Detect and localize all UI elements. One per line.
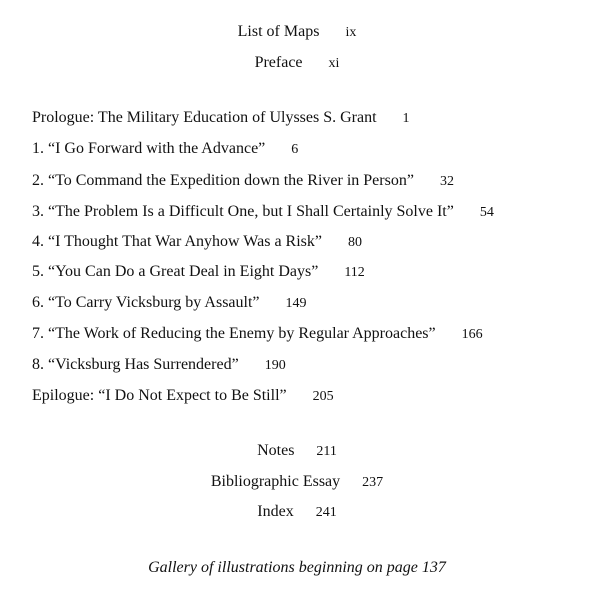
toc-entry-title: 4. “I Thought That War Anyhow Was a Risk” bbox=[32, 233, 322, 250]
toc-entry-page: 1 bbox=[402, 111, 410, 126]
toc-entry-chapter-5 bbox=[32, 262, 365, 283]
toc-entry-title: 7. “The Work of Reducing the Enemy by Regular Approaches” bbox=[32, 325, 436, 342]
toc-entry-chapter-1 bbox=[32, 139, 298, 160]
toc-back-bibliographic-essay bbox=[0, 472, 594, 493]
toc-front-title: Preface bbox=[254, 54, 303, 71]
toc-entry-chapter-6 bbox=[32, 293, 307, 314]
toc-back-title: Index bbox=[257, 503, 294, 520]
toc-entry-page: 80 bbox=[347, 235, 362, 250]
toc-back-title: Bibliographic Essay bbox=[210, 473, 341, 490]
toc-front-page: ix bbox=[345, 25, 357, 40]
toc-entry-page: 32 bbox=[439, 174, 454, 189]
toc-entry-page: 112 bbox=[344, 265, 365, 280]
toc-back-page: 237 bbox=[362, 475, 384, 490]
toc-entry-page: 54 bbox=[479, 205, 494, 220]
toc-entry-title: 8. “Vicksburg Has Surrendered” bbox=[32, 356, 239, 373]
toc-entry-title: 3. “The Problem Is a Difficult One, but I Shall Certainly Solve It” bbox=[32, 203, 454, 220]
toc-back-title: Notes bbox=[257, 442, 295, 459]
toc-entry-title: 5. “You Can Do a Great Deal in Eight Days” bbox=[32, 263, 319, 280]
toc-entry-title: 2. “To Command the Expedition down the River in Person” bbox=[32, 172, 414, 189]
toc-entry-epilogue bbox=[32, 386, 334, 407]
toc-entry-title: Prologue: The Military Education of Ulysses S. Grant bbox=[32, 109, 377, 126]
gallery-note: Gallery of illustrations beginning on page 137 bbox=[148, 559, 446, 576]
toc-front-list-of-maps bbox=[0, 22, 594, 43]
toc-entry-page: 205 bbox=[312, 389, 334, 404]
toc-entry-page: 149 bbox=[285, 296, 307, 311]
toc-entry-title: 1. “I Go Forward with the Advance” bbox=[32, 140, 266, 157]
toc-entry-chapter-7 bbox=[32, 324, 483, 345]
toc-back-index bbox=[0, 502, 594, 523]
toc-entry-page: 190 bbox=[264, 358, 286, 373]
toc-entry-page: 166 bbox=[461, 327, 483, 342]
toc-entry-chapter-3 bbox=[32, 202, 494, 223]
toc-back-notes bbox=[0, 441, 594, 462]
toc-back-page: 211 bbox=[316, 444, 337, 459]
toc-entry-chapter-4 bbox=[32, 232, 362, 253]
toc-entry-title: 6. “To Carry Vicksburg by Assault” bbox=[32, 294, 260, 311]
toc-entry-title: Epilogue: “I Do Not Expect to Be Still” bbox=[32, 387, 287, 404]
toc-front-title: List of Maps bbox=[237, 23, 320, 40]
toc-front-page: xi bbox=[328, 56, 340, 71]
toc-entry-chapter-8 bbox=[32, 355, 286, 376]
toc-front-preface bbox=[0, 53, 594, 74]
toc-entry-page: 6 bbox=[291, 142, 299, 157]
toc-entry-chapter-2 bbox=[32, 171, 454, 192]
toc-back-page: 241 bbox=[315, 505, 337, 520]
toc-entry-prologue bbox=[32, 108, 410, 129]
